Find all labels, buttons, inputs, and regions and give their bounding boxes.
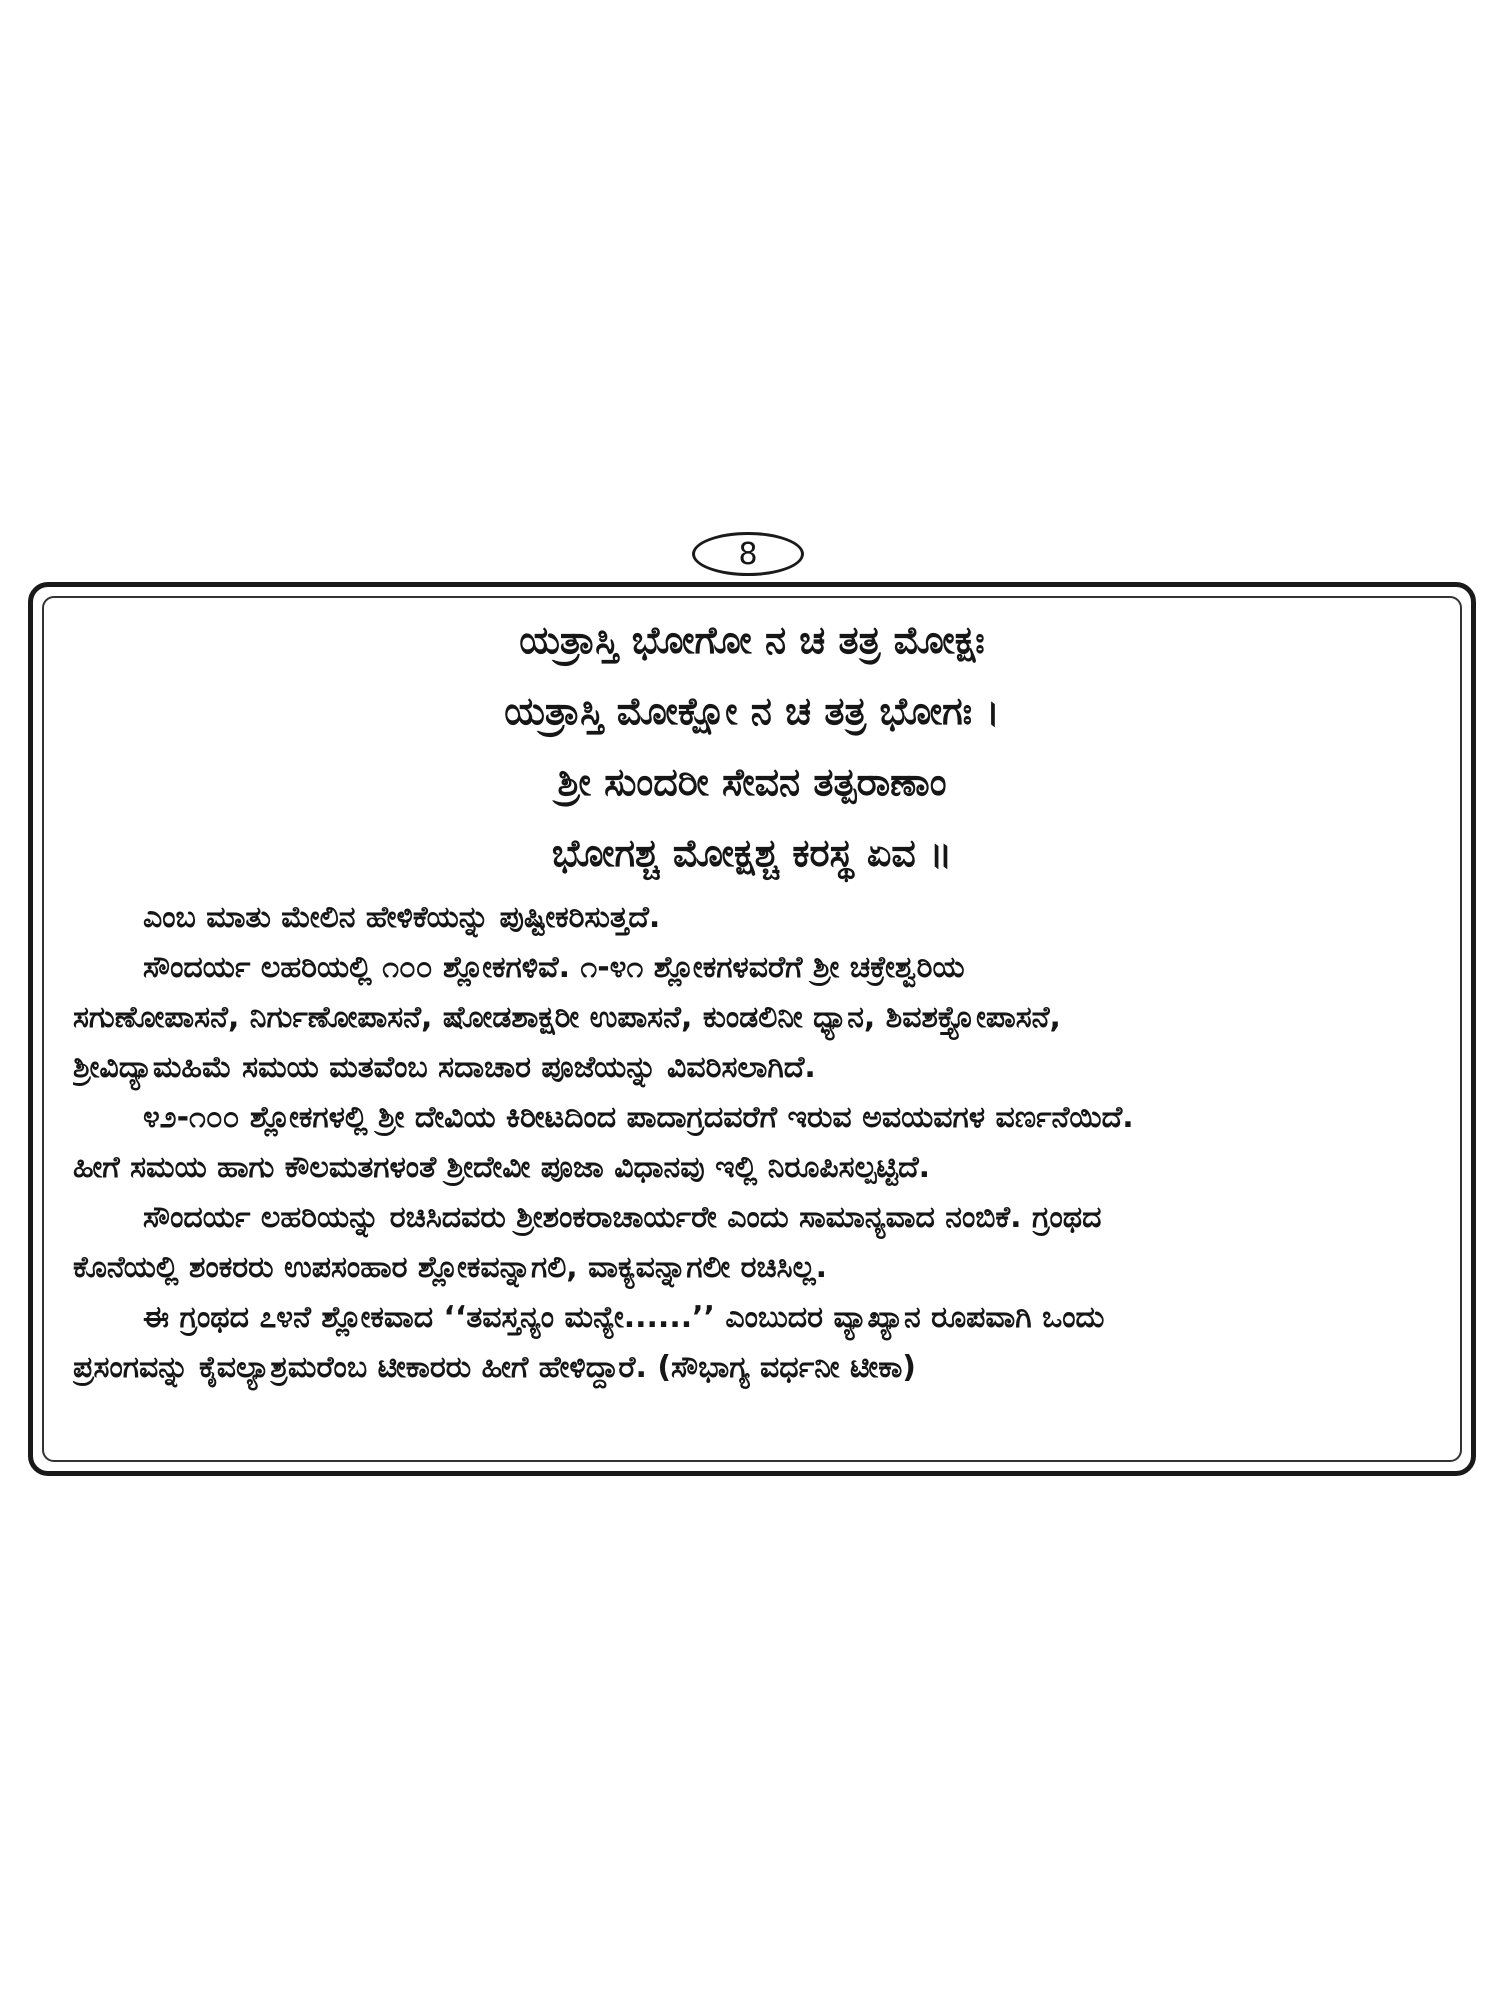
body-text <box>73 893 1431 1393</box>
page-number: 8 <box>692 532 804 576</box>
paragraph-line: ಎಂಬ ಮಾತು ಮೇಲಿನ ಹೇಳಿಕೆಯನ್ನು ಪುಷ್ಟೀಕರಿಸುತ್ತದೆ. <box>143 900 661 935</box>
paragraph-line: ಸೌಂದರ್ಯ ಲಹರಿಯನ್ನು ರಚಿಸಿದವರು ಶ್ರೀಶಂಕರಾಚಾರ್ಯರೇ ಎಂದು ಸಾಮಾನ್ಯವಾದ ನಂಬಿಕೆ. ಗ್ರಂಥದ <box>143 1200 1102 1235</box>
paragraph-2 <box>73 943 1431 1093</box>
paragraph-line: ಸಗುಣೋಪಾಸನೆ, ನಿರ್ಗುಣೋಪಾಸನೆ, ಷೋಡಶಾಕ್ಷರೀ ಉಪಾಸನೆ, ಕುಂಡಲಿನೀ ಧ್ಯಾನ, ಶಿವಶಕ್ತ್ಯೋಪಾಸನೆ, <box>73 1000 1061 1035</box>
verse-line: ಭೋಗಶ್ಚ ಮೋಕ್ಷಶ್ಚ ಕರಸ್ಥ ಏವ ॥ <box>551 831 953 875</box>
frame-content <box>73 605 1431 1451</box>
verse-line: ಯತ್ರಾಸ್ತಿ ಮೋಕ್ಷೋ ನ ಚ ತತ್ರ ಭೋಗಃ । <box>504 689 1000 733</box>
paragraph-line: ಈ ಗ್ರಂಥದ ೭೪ನೆ ಶ್ಲೋಕವಾದ ‘‘ತವಸ್ತನ್ಯಂ ಮನ್ಯೇ......’’ ಎಂಬುದರ ವ್ಯಾಖ್ಯಾನ ರೂಪವಾಗಿ ಒಂದು <box>143 1300 1105 1335</box>
paragraph-line: ೪೨-೧೦೦ ಶ್ಲೋಕಗಳಲ್ಲಿ ಶ್ರೀ ದೇವಿಯ ಕಿರೀಟದಿಂದ ಪಾದಾಗ್ರದವರೆಗೆ ಇರುವ ಅವಯವಗಳ ವರ್ಣನೆಯಿದೆ. <box>143 1100 1134 1135</box>
paragraph-line: ಪ್ರಸಂಗವನ್ನು ಕೈವಲ್ಯಾಶ್ರಮರೆಂಬ ಟೀಕಾರರು ಹೀಗೆ ಹೇಳಿದ್ದಾರೆ. (ಸೌಭಾಗ್ಯ ವರ್ಧನೀ ಟೀಕಾ) <box>73 1350 916 1385</box>
verse-line: ಯತ್ರಾಸ್ತಿ ಭೋಗೋ ನ ಚ ತತ್ರ ಮೋಕ್ಷಃ <box>519 618 985 662</box>
text-frame <box>28 582 1476 1476</box>
paragraph-4 <box>73 1193 1431 1293</box>
paragraph-line: ಸೌಂದರ್ಯ ಲಹರಿಯಲ್ಲಿ ೧೦೦ ಶ್ಲೋಕಗಳಿವೆ. ೧-೪೧ ಶ್ಲೋಕಗಳವರೆಗೆ ಶ್ರೀ ಚಕ್ರೇಶ್ವರಿಯ <box>143 950 965 985</box>
paragraph-line: ಕೊನೆಯಲ್ಲಿ ಶಂಕರರು ಉಪಸಂಹಾರ ಶ್ಲೋಕವನ್ನಾಗಲಿ, ವಾಕ್ಯವನ್ನಾಗಲೀ ರಚಿಸಿಲ್ಲ. <box>73 1250 828 1285</box>
shloka-verse <box>73 605 1431 889</box>
paragraph-1 <box>73 893 1431 943</box>
paragraph-line: ಶ್ರೀವಿದ್ಯಾಮಹಿಮೆ ಸಮಯ ಮತವೆಂಬ ಸದಾಚಾರ ಪೂಜೆಯನ್ನು ವಿವರಿಸಲಾಗಿದೆ. <box>73 1050 816 1085</box>
paragraph-3 <box>73 1093 1431 1193</box>
paragraph-line: ಹೀಗೆ ಸಮಯ ಹಾಗು ಕೌಲಮತಗಳಂತೆ ಶ್ರೀದೇವೀ ಪೂಜಾ ವಿಧಾನವು ಇಲ್ಲಿ ನಿರೂಪಿಸಲ್ಪಟ್ಟಿದೆ. <box>73 1150 931 1185</box>
paragraph-5 <box>73 1293 1431 1393</box>
verse-line: ಶ್ರೀ ಸುಂದರೀ ಸೇವನ ತತ್ಪರಾಣಾಂ <box>557 760 947 804</box>
